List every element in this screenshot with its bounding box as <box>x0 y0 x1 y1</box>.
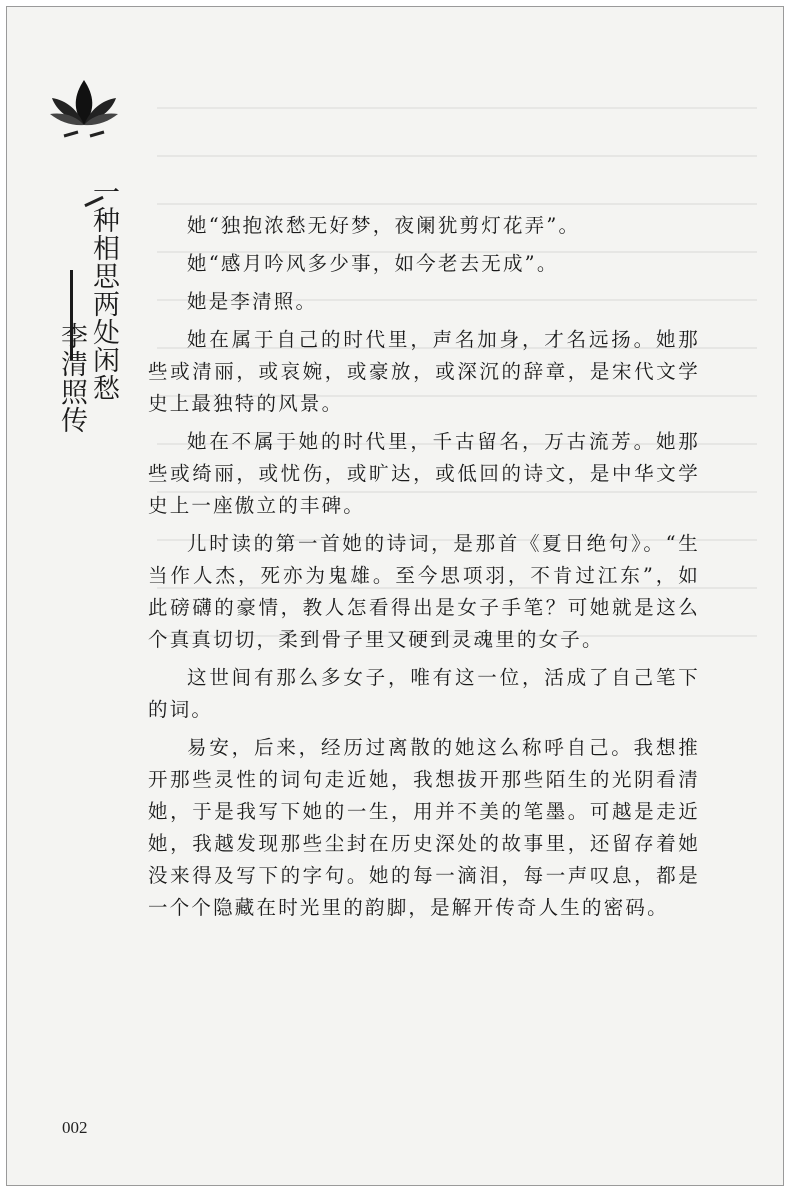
paragraph: 她在不属于她的时代里，千古留名，万古流芳。她那些或绮丽，或忧伤，或旷达，或低回的诗文，是中华文学史上一座傲立的丰碑。 <box>148 430 700 517</box>
paragraph: 儿时读的第一首她的诗词，是那首《夏日绝句》。“生当作人杰，死亦为鬼雄。至今思项羽，不肯过江东”，如此磅礴的豪情，教人怎看得出是女子手笔？可她就是这么个真真切切，柔到骨子里又硬到灵魂里的女子。 <box>148 532 700 651</box>
paragraph: 这世间有那么多女子，唯有这一位，活成了自己笔下的词。 <box>148 666 700 721</box>
page-number: 002 <box>62 1118 88 1137</box>
paragraph: 易安，后来，经历过离散的她这么称呼自己。我想推开那些灵性的词句走近她，我想拔开那些陌生的光阴看清她，于是我写下她的一生，用并不美的笔墨。可越是走近她，我越发现那些尘封在历史深处的故事里，还留存着她没来得及写下的字句。她的每一滴泪，每一声叹息，都是一个个隐藏在时光里的韵脚，是解开传奇人生的密码。 <box>148 736 700 919</box>
book-subtitle: 李清照传 <box>56 322 87 434</box>
paragraph: 她是李清照。 <box>187 290 318 313</box>
paragraph: 她“感月吟风多少事，如今老去无成”。 <box>187 252 559 275</box>
paragraph: 她在属于自己的时代里，声名加身，才名远扬。她那些或清丽，或哀婉，或豪放，或深沉的辞章，是宋代文学史上最独特的风景。 <box>148 328 700 415</box>
lotus-ink-icon <box>44 70 124 150</box>
chapter-sidebar <box>40 70 130 450</box>
paragraph: 她“独抱浓愁无好梦，夜阑犹剪灯花弄”。 <box>187 214 581 237</box>
book-title: 一种相思两处闲愁 <box>88 178 119 402</box>
body-text <box>148 210 700 930</box>
